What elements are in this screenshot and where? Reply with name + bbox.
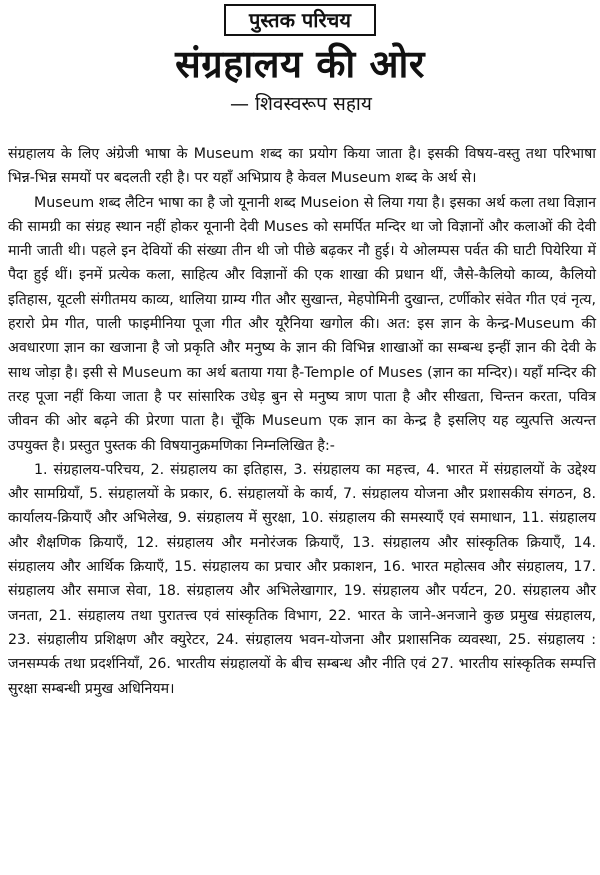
- author-name: — शिवस्वरूप सहाय: [230, 93, 372, 115]
- book-title: संग्रहालय की ओर: [175, 42, 425, 86]
- section-label: पुस्तक परिचय: [249, 8, 351, 32]
- paragraph-intro: संग्रहालय के लिए अंग्रेजी भाषा के Museum शब्द का प्रयोग किया जाता है। इसकी विषय-वस्तु तथा परिभाषा भिन्न-भिन्न समयों पर बदलती रही है। पर यहाँ अभिप्राय है केवल Museum शब्द के अर्थ से।: [8, 146, 596, 187]
- section-label-box: [224, 4, 376, 36]
- paragraph-etymology: Museum शब्द लैटिन भाषा का है जो यूनानी शब्द Museion से लिया गया है। इसका अर्थ कला तथा विज्ञान की सामग्री का संग्रह स्थान नहीं होकर यूनानी देवी Muses को समर्पित मन्दिर था जो विज्ञानों और कलाओं की देवी मानी जाती थी। पहले इन देवियों की संख्या तीन थी जो पीछे बढ़कर नौ हुई। ये ओलम्पस पर्वत की घाटी पियेरिया में पैदा हुई थीं। इनमें प्रत्येक कला, साहित्य और विज्ञानों की एक शाखा की प्रधान थीं, जैसे-कैलियो काव्य, कैलियो इतिहास, यूटली संगीतमय काव्य, थालिया ग्राम्य गीत और सुखान्त, मेहपोमिनी दुखान्त, टर्णीकोर संवेत गीत एवं नृत्य, हरारो प्रेम गीत, पाली फाइमीनिया पूजा गीत और यूरैनिया खगोल की। अत: इस ज्ञान के केन्द्र-Museum की अवधारणा ज्ञान का खजाना है जो प्रकृति और मनुष्य के ज्ञान की विभिन्न शाखाओं का सम्बन्ध इन्हीं ज्ञान की देवी के साथ जोड़ा है। इसी से Museum का अर्थ बताया गया है-Temple of Muses (ज्ञान का मन्दिर)। यहाँ मन्दिर की तरह पूजा नहीं किया जाता है पर सांसारिक उधेड़ बुन से मनुष्य त्राण पाता है और सीखता, चिन्तन करता, पवित्र जीवन की ओर बढ़ने की प्रेरणा पाता है। चूँकि Museum एक ज्ञान का केन्द्र है इसलिए यह व्युत्पत्ति अत्यन्त उपयुक्त है। प्रस्तुत पुस्तक की विषयानुक्रमणिका निम्नलिखित है:-: [8, 194, 596, 454]
- paragraph-table-of-contents: 1. संग्रहालय-परिचय, 2. संग्रहालय का इतिहास, 3. संग्रहालय का महत्त्व, 4. भारत में संग्रहालयों के उद्देश्य और सामग्रियाँ, 5. संग्रहालयों के प्रकार, 6. संग्रहालयों के कार्य, 7. संग्रहालय योजना और प्रशासकीय संगठन, 8. कार्यालय-क्रियाएँ और अभिलेख, 9. संग्रहालय में सुरक्षा, 10. संग्रहालय की समस्याएँ एवं समाधान, 11. संग्रहालय और शैक्षणिक क्रियाएँ, 12. संग्रहालय और मनोरंजक क्रियाएँ, 13. संग्रहालय और सांस्कृतिक क्रियाएँ, 14. संग्रहालय और आर्थिक क्रियाएँ, 15. संग्रहालय का प्रचार और प्रकाशन, 16. भारत महोत्सव और संग्रहालय, 17. संग्रहालय और समाज सेवा, 18. संग्रहालय और अभिलेखागार, 19. संग्रहालय और पर्यटन, 20. संग्रहालय और जनता, 21. संग्रहालय तथा पुरातत्त्व एवं सांस्कृतिक विभाग, 22. भारत के जाने-अनजाने कुछ प्रमुख संग्रहालय, 23. संग्रहालीय प्रशिक्षण और क्युरेटर, 24. संग्रहालय भवन-योजना और प्रशासनिक व्यवस्था, 25. संग्रहालय : जनसम्पर्क तथा प्रदर्शनियाँ, 26. भारतीय संग्रहालयों के बीच सम्बन्ध और नीति एवं 27. भारतीय सांस्कृतिक सम्पत्ति सुरक्षा सम्बन्धी प्रमुख अधिनियम।: [8, 461, 596, 697]
- article-body: [8, 142, 596, 701]
